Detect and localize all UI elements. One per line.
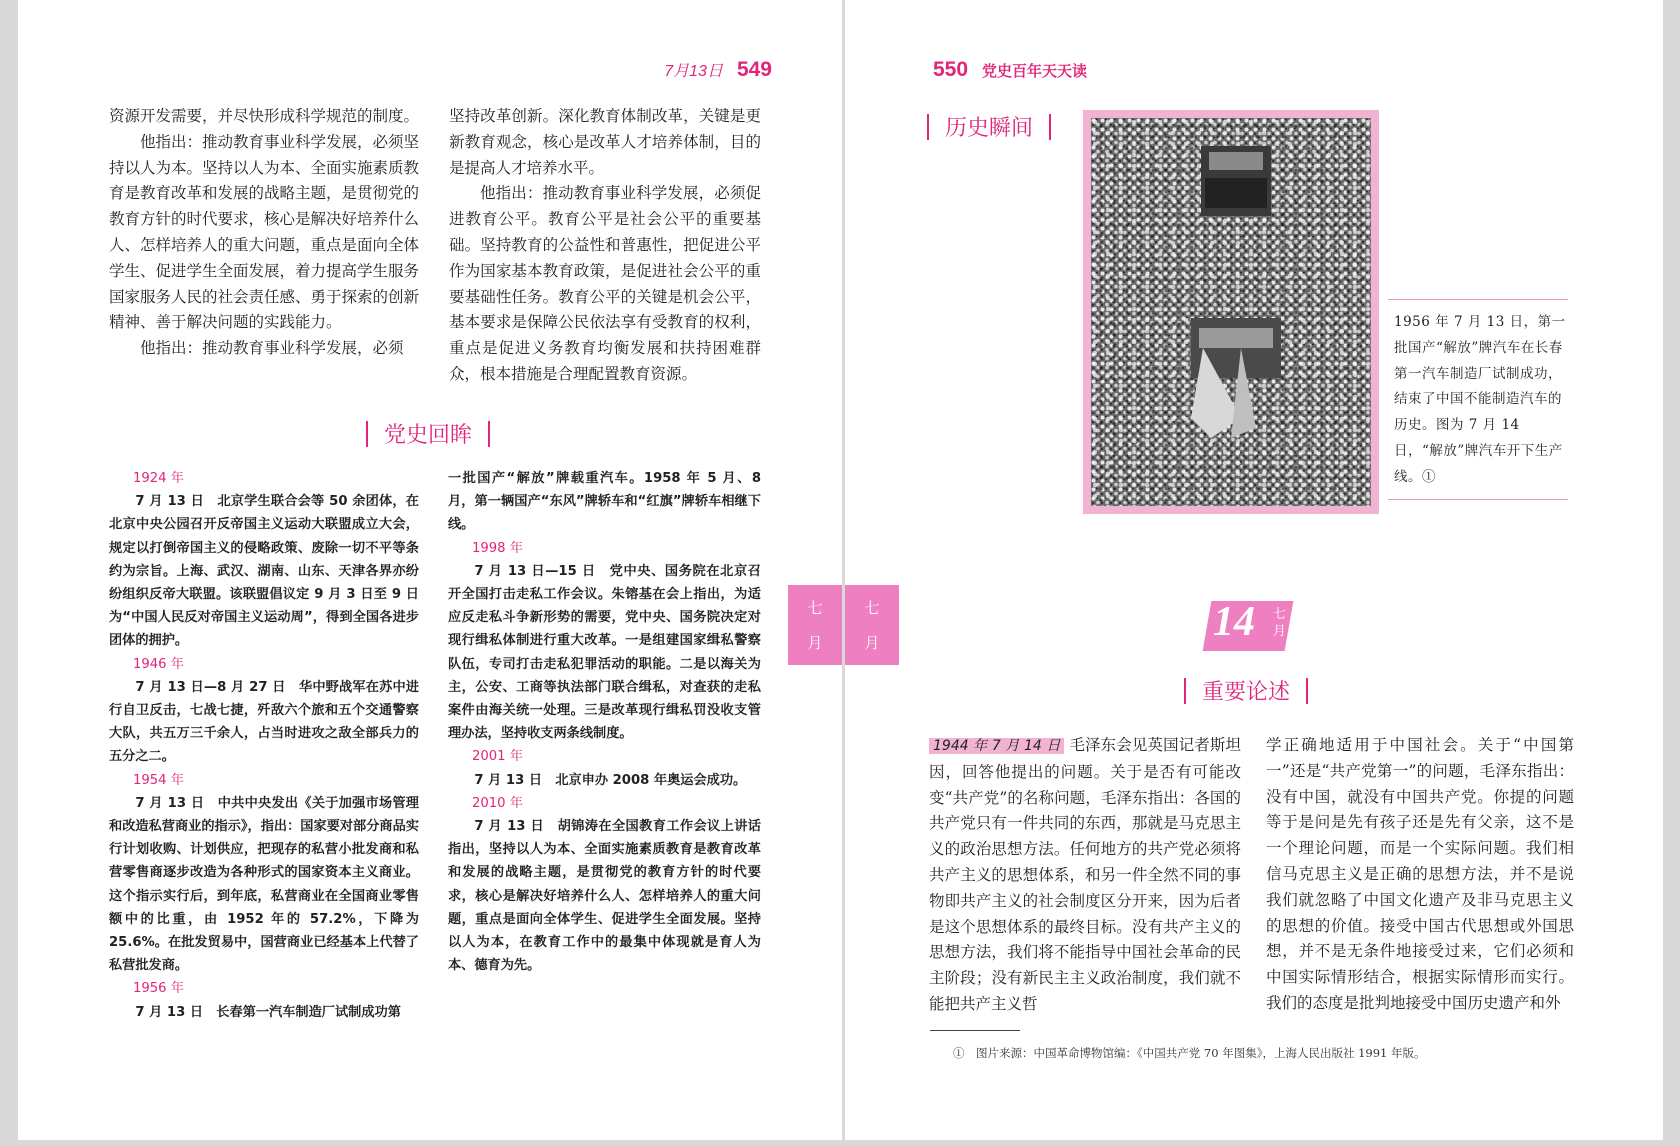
crowd-photo-illustration <box>1091 118 1371 506</box>
paragraph: 他指出：推动教育事业科学发展，必须坚持以人为本。坚持以人为本、全面实施素质教育是教育改革和发展的战略主题，是贯彻党的教育方针的时代要求，核心是解决好培养什么人、怎样培养人的重大问题，重点是面向全体学生、促进学生全面发展，着力提高学生服务国家服务人民的社会责任感、勇于探索的创新精神、善于解决问题的实践能力。 <box>109 132 420 332</box>
page-number-right: 550 <box>933 58 969 81</box>
chronicle-event: 7 月 13 日 北京申办 2008 年奥运会成功。 <box>474 772 747 788</box>
day-month-label: 七月 <box>1273 607 1287 639</box>
footnote: ① 图片来源：中国革命博物馆编：《中国共产党 70 年图集》，上海人民出版社 1991 年版。 <box>953 1046 1426 1060</box>
historical-photo-crowd-trucks <box>1091 118 1371 506</box>
section-title: 历史瞬间 <box>945 116 1034 141</box>
chronicle-event: 一批国产“解放”牌载重汽车。1958 年 5 月、8 月，第一辆国产“东风”牌轿车和“红旗”牌轿车相继下线。 <box>448 471 761 533</box>
paragraph: 资源开发需要，并尽快形成科学规范的制度。 <box>109 107 420 125</box>
chronicle-year: 1956 年 <box>133 981 184 997</box>
photo-caption: 1956 年 7 月 13 日，第一批国产“解放”牌汽车在长春第一汽车制造厂试制成功，结束了中国不能制造汽车的历史。图为 7 月 14 日，“解放”牌汽车开下生产线。① <box>1394 314 1566 485</box>
chronicle-column-1 <box>109 467 419 1024</box>
article-column-1 <box>929 733 1241 1018</box>
chronicle-column-2 <box>448 467 761 977</box>
section-heading-important-remarks <box>1184 675 1308 706</box>
section-title: 党史回眸 <box>384 423 473 448</box>
month-tab-left <box>788 585 842 665</box>
month-tab-char: 月 <box>864 634 880 652</box>
heading-bar <box>488 421 490 447</box>
body-column-2 <box>449 104 761 388</box>
month-tab-char: 七 <box>807 599 823 617</box>
chronicle-year: 1946 年 <box>133 656 184 672</box>
footnote-rule <box>930 1030 1020 1031</box>
photo-caption-box <box>1388 299 1568 500</box>
chronicle-year: 2001 年 <box>472 749 523 765</box>
left-page-header <box>664 58 772 82</box>
heading-bar <box>1184 678 1186 704</box>
book-title: 党史百年天天读 <box>982 63 1088 80</box>
month-tab-right <box>845 585 899 665</box>
month-tab-char: 七 <box>864 599 880 617</box>
paragraph: 他指出：推动教育事业科学发展，必须促进教育公平。教育公平是社会公平的重要基础。坚持教育的公益性和普惠性，把促进公平作为国家基本教育政策，是促进社会公平的重要基础性任务。教育公平的关键是机会公平，基本要求是保障公民依法享有受教育的权利，重点是促进义务教育均衡发展和扶持困难群众，根本措施是合理配置教育资源。 <box>449 184 761 383</box>
header-date: 7月13日 <box>664 63 723 80</box>
article-date: 1944 年 7 月 14 日 <box>929 738 1064 754</box>
month-tab-char: 月 <box>807 634 823 652</box>
paragraph: 坚持改革创新。深化教育体制改革，关键是更新教育观念，核心是改革人才培养体制，目的是提高人才培养水平。 <box>449 107 761 177</box>
chronicle-event: 7 月 13 日 胡锦涛在全国教育工作会议上讲话指出，坚持以人为本、全面实施素质教育是教育改革和发展的战略主题，是贯彻党的教育方针的时代要求，核心是解决好培养什么人、怎样培养人的重大问题，重点是面向全体学生、促进学生全面发展。坚持以人为本，在教育工作中的最集中体现就是育人为本、德育为先。 <box>448 819 761 974</box>
heading-bar <box>366 421 368 447</box>
right-page <box>845 0 1663 1140</box>
chronicle-year: 2010 年 <box>472 795 523 811</box>
article-column-2 <box>1266 733 1574 1017</box>
chronicle-year: 1954 年 <box>133 772 184 788</box>
chronicle-event: 7 月 13 日—15 日 党中央、国务院在北京召开全国打击走私工作会议。朱镕基在会上指出，为适应反走私斗争新形势的需要，党中央、国务院决定对现行缉私体制进行重大改革。一是组建国家缉私警察队伍，专司打击走私犯罪活动的职能。二是以海关为主，公安、工商等执法部门联合缉私，对查获的走私案件由海关统一处理。三是改革现行缉私罚没收支管理办法，坚持收支两条线制度。 <box>448 563 761 742</box>
photo-frame <box>1083 110 1379 514</box>
paragraph: 他指出：推动教育事业科学发展，必须 <box>140 339 404 358</box>
day-number: 14 <box>1213 599 1255 645</box>
chronicle-event: 7 月 13 日 长春第一汽车制造厂试制成功第 <box>135 1004 401 1020</box>
heading-bar <box>927 114 929 140</box>
chronicle-year: 1924 年 <box>133 471 184 486</box>
heading-bar <box>1049 114 1051 140</box>
page-number-left: 549 <box>736 58 772 81</box>
right-page-header <box>933 58 1087 82</box>
article-text: 毛泽东会见英国记者斯坦因，回答他提出的问题。关于是否有可能改变“共产党”的名称问题，毛泽东指出：各国的共产党只有一件共同的东西，那就是马克思主义的政治思想方法。任何地方的共产党必须将共产主义的思想体系，和另一件全然不同的事物即共产主义的社会制度区分开来，因为后者是这个思想体系的最终目标。没有共产主义的思想方法，我们将不能指导中国社会革命的民主阶段；没有新民主主义政治制度，我们就不能把共产主义哲 <box>929 736 1241 1013</box>
chronicle-event: 7 月 13 日 中共中央发出《关于加强市场管理和改造私营商业的指示》，指出：国家要对部分商品实行计划收购、计划供应，把现存的私营小批发商和私营零售商逐步改造为各种形式的国家资本主义商业。这个指示实行后，到年底，私营商业在全国商业零售额中的比重，由 1952 年的 57.2%，下降为 25.6%。在批发贸易中，国营商业已经基本上代替了私营批发商。 <box>109 795 419 974</box>
article-text: 学正确地适用于中国社会。关于“中国第一”还是“共产党第一”的问题，毛泽东指出：没有中国，就没有中国共产党。你提的问题等于是问是先有孩子还是先有父亲，这不是一个理论问题，而是一个实际问题。我们相信马克思主义是正确的思想方法，并不是说我们就忽略了中国文化遗产及非马克思主义的思想的价值。接受中国古代思想或外国思想，并不是无条件地接受过来，它们必须和中国实际情形结合，根据实际情形而实行。我们的态度是批判地接受中国历史遗产和外 <box>1266 736 1574 1012</box>
section-title: 重要论述 <box>1202 680 1291 705</box>
chronicle-year: 1998 年 <box>472 540 523 556</box>
body-column-1 <box>109 104 419 362</box>
heading-bar <box>1306 678 1308 704</box>
section-heading-history-review <box>366 418 490 449</box>
section-heading-history-moment <box>927 111 1051 142</box>
chronicle-event: 7 月 13 日—8 月 27 日 华中野战军在苏中进行自卫反击，七战七捷，歼敌六个旅和五个交通警察大队，共五万三千余人，占当时进攻之敌全部兵力的五分之二。 <box>109 679 419 765</box>
left-page <box>18 0 842 1140</box>
chronicle-event: 7 月 13 日 北京学生联合会等 50 余团体，在北京中央公园召开反帝国主义运动大联盟成立大会，规定以打倒帝国主义的侵略政策、废除一切不平等条约为宗旨。上海、武汉、湖南、山东、天津各界亦纷纷组织反帝大联盟。该联盟倡议定 9 月 3 日至 9 日为“中国人民反对帝国主义运动周”，得到全国各进步团体的拥护。 <box>109 494 419 649</box>
